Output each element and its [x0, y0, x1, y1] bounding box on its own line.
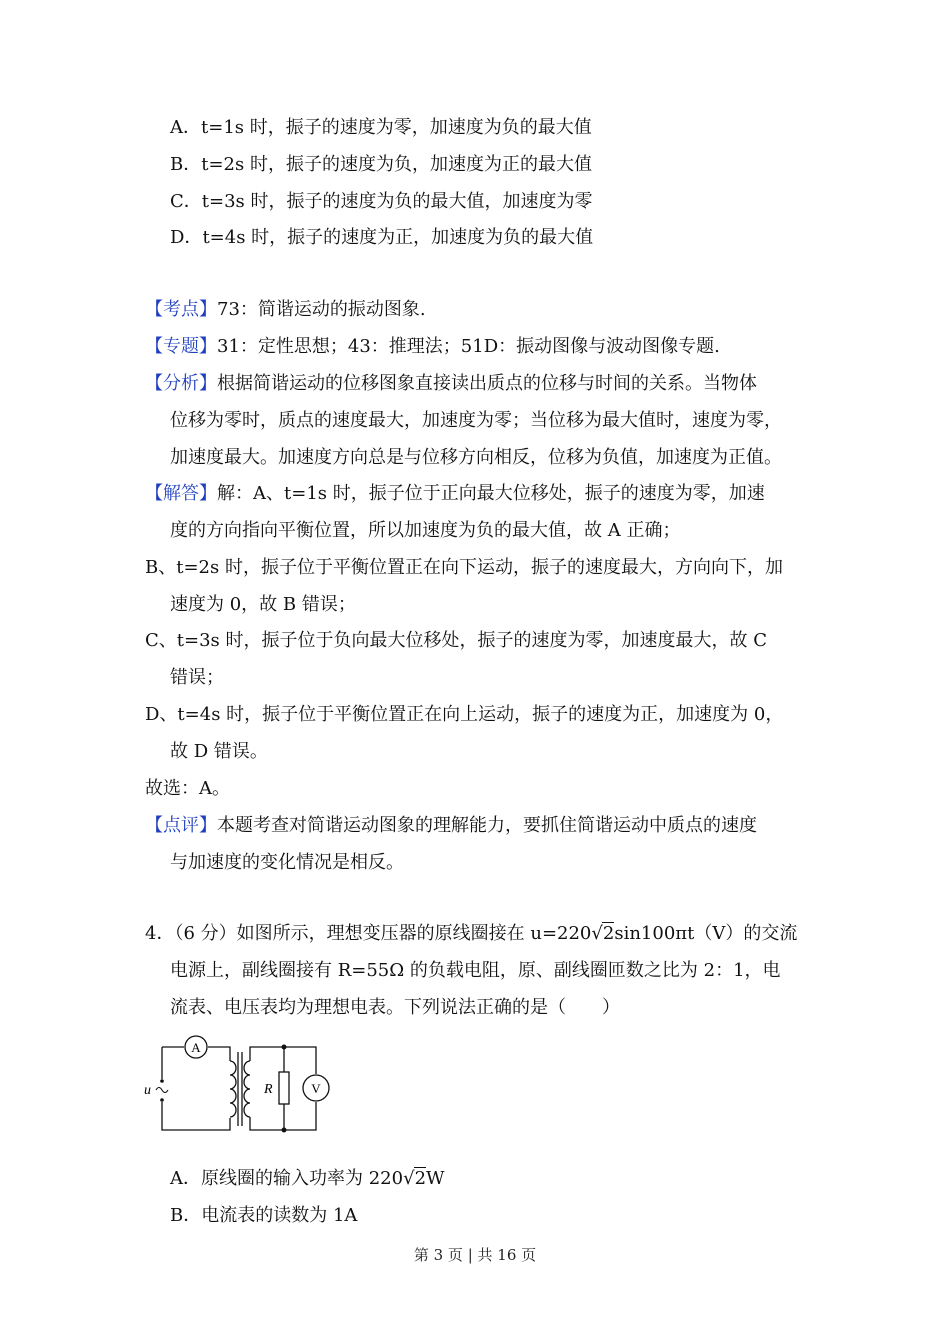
fenxi-line-2: 位移为零时，质点的速度最大，加速度为零；当位移为最大值时，速度为零，: [170, 410, 782, 431]
jieda-line-d2: 故 D 错误。: [170, 741, 268, 762]
junction-dot: [282, 1045, 287, 1050]
transformer-circuit-diagram: [140, 1034, 340, 1136]
page-footer: 第 3 页 | 共 16 页: [413, 1246, 537, 1264]
dianping-line-1: 【点评】本题考查对简谐运动图象的理解能力，要抓住简谐运动中质点的速度: [145, 815, 757, 836]
fenxi-line-1: 【分析】根据简谐运动的位移图象直接读出质点的位移与时间的关系。当物体: [145, 373, 757, 394]
q4-option-a: A．原线圈的输入功率为 220√2W: [170, 1168, 445, 1189]
prev-option-b: B．t=2s 时，振子的速度为负，加速度为正的最大值: [170, 154, 592, 175]
terminal-dot-bottom: [160, 1098, 164, 1102]
prev-option-d: D．t=4s 时，振子的速度为正，加速度为负的最大值: [170, 227, 594, 248]
source-label: u: [144, 1083, 151, 1098]
sqrt-symbol: √2: [403, 1168, 427, 1189]
voltmeter-label: V: [311, 1081, 321, 1096]
ac-source-icon: [156, 1088, 168, 1093]
q4-line-2: 电源上，副线圈接有 R=55Ω 的负载电阻，原、副线圈匝数之比为 2：1，电: [170, 960, 781, 981]
kaodian-line: 【考点】73：简谐运动的振动图象.: [145, 299, 426, 320]
prev-option-c: C．t=3s 时，振子的速度为负的最大值，加速度为零: [170, 191, 593, 212]
q4-line-3: 流表、电压表均为理想电表。下列说法正确的是（ ）: [170, 997, 620, 1018]
jieda-line-c1: C、t=3s 时，振子位于负向最大位移处，振子的速度为零，加速度最大，故 C: [145, 630, 767, 651]
zhuanti-line: 【专题】31：定性思想；43：推理法；51D：振动图像与波动图像专题.: [145, 336, 720, 357]
terminal-dot-top: [160, 1079, 164, 1083]
junction-dot: [282, 1128, 287, 1133]
jieda-line-a2: 度的方向指向平衡位置，所以加速度为负的最大值，故 A 正确；: [170, 520, 681, 541]
jieda-line-a1: 【解答】解：A、t=1s 时，振子位于正向最大位移处，振子的速度为零，加速: [145, 483, 765, 504]
jieda-choice: 故选：A。: [145, 778, 230, 799]
jieda-line-d1: D、t=4s 时，振子位于平衡位置正在向上运动，振子的速度为正，加速度为 0，: [145, 704, 784, 725]
resistor-label: R: [264, 1082, 273, 1097]
question-number: 4．: [145, 923, 175, 944]
prev-option-a: A．t=1s 时，振子的速度为零，加速度为负的最大值: [170, 117, 592, 138]
fenxi-line-3: 加速度最大。加速度方向总是与位移方向相反，位移为负值，加速度为正值。: [170, 447, 782, 468]
q4-option-b: B．电流表的读数为 1A: [170, 1205, 358, 1226]
sqrt-symbol: √2: [591, 923, 615, 944]
jieda-line-b2: 速度为 0，故 B 错误；: [170, 594, 356, 615]
q4-line-1: 4．（6 分）如图所示，理想变压器的原线圈接在 u=220√2sin100πt（V）的交流: [145, 923, 798, 944]
jieda-line-c2: 错误；: [170, 667, 224, 688]
ammeter-label: A: [191, 1040, 201, 1055]
dianping-line-2: 与加速度的变化情况是相反。: [170, 852, 404, 873]
jieda-line-b1: B、t=2s 时，振子位于平衡位置正在向下运动，振子的速度最大，方向向下，加: [145, 557, 783, 578]
